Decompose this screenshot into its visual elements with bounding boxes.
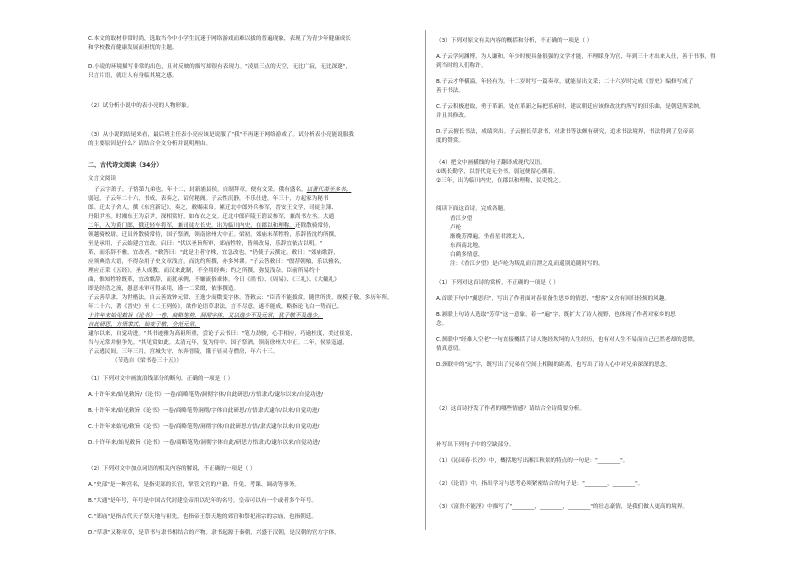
poem-intro: 阅读下面这首诗，完成各题。 bbox=[436, 206, 509, 212]
q3-option-a-cont: 到当时的人们称许。 bbox=[436, 63, 487, 69]
q2-prompt: （2）下列对文中加点词语的相关内容的解说，不正确的一项是（ ） bbox=[88, 466, 256, 472]
q3-option-c-cont: 并且其修改。 bbox=[436, 113, 470, 119]
q3-option-b-cont: 善于书法。 bbox=[436, 88, 464, 94]
q2-option-b: B."大通"是年号，年号是中国古代封建皇帝用以纪年的名号，皇帝可以有一个或者多个年号。 bbox=[88, 498, 317, 504]
q2-option-c: C."郊庙"是指古代天子祭天地与祖先，也指帝王祭天地的郊宫和祭祀祖宗的宗庙，也指朝廷。 bbox=[88, 514, 317, 520]
q1-option-d: D.十许年来/始见敕旨《论书》一卷/商略笔势/洞彻字体自此/研思方悟隶式/逮尔以来/自觉功进/ bbox=[88, 440, 320, 446]
passage-line: 逮尔以来，自觉功进。"其书迹雅为高祖所重，尝论子云书曰："笔力劲骏，心手相应，巧逾杜度，美过崔寔， bbox=[88, 331, 357, 337]
passage-line: 郎。迁太子舍人，撰《东宫新记》，奏之，敕赐束帛。累迁北中郎外兵参军，晋安王文学，司徒主簿、 bbox=[88, 205, 337, 211]
passage-line: 革，而乐辞不雅，宜改者。"敕答曰："此是主者守株，宜急改也。"仍使子云撰定。敕曰："郊庙歌辞， bbox=[88, 250, 339, 256]
poem-q1-option-b: B.颔联上句诗人选取"芳草"这一意象，着一"遍"字，既扩大了诗人视野，也体现了作者对家乡的思 bbox=[436, 312, 676, 318]
column-divider bbox=[425, 30, 426, 530]
q3-option-d-cont: 度的赞赏。 bbox=[436, 138, 464, 144]
passage-line: 子云善草隶，为世楷法，自云善效钟元常、王逸少而微变字体。答敕云："臣昔不能拔赏，随世所贵，规模子敬，多历年所。 bbox=[88, 295, 393, 301]
option-d-text: D.小说的环境描写非常的出色，且对反映的描写却很有表现力。"凌晨三点的天空，无比广寂，无比深邃"， bbox=[88, 64, 351, 70]
section-heading: 二、古代诗文阅读（34分） bbox=[88, 162, 163, 169]
poem-author: 卢纶 bbox=[450, 225, 462, 231]
q3-option-a: A.子云学问渊博，为人谦和。年少时便具备很强的文学才能，不理睬身为官，年到三十才出来入仕，善于书事，得 bbox=[436, 54, 716, 60]
passage-line: 至是承用，子云始建言宜改。启曰："伏以圣旨所审，郊庙牲牷，皆须改易，乐辞宜依古以明。" bbox=[88, 241, 323, 247]
poem-line: 白鹤多情意， bbox=[450, 252, 484, 258]
passage-line: 应须典诰大语，不得杂用子史文章浅言，而沈约所撰，亦多舛谬。"子云答敕曰："殷荐朝飨，乐以雅名， bbox=[88, 259, 345, 265]
passage-line: 自此研思，方悟隶式，始变子敬，全范元常。 bbox=[88, 322, 200, 328]
subsection-heading: 文言文阅读 bbox=[88, 176, 116, 182]
passage-line: 子云逃民间。三年三月，宫城失守，东奔晋陵，饿于显灵寺僧房，年六十三。 bbox=[88, 349, 279, 355]
passage-line: 即是经诰之流，愚意未审可得录用，谨一二采缀，依事撰造。 bbox=[88, 286, 240, 292]
passage-line: 十许年来始见敕旨《论书》一卷，商略笔势，洞彻字体，又以逸少不及元常，犹子敬不及逸少。 bbox=[88, 313, 323, 319]
poem-note: 注：《香江夕望》是卢纶为叛乱而宣泄之乱而遥别追随时写的。 bbox=[450, 261, 604, 267]
option-c-text: C.本文的取材非常时尚，选取当今中小学生沉迷于网络游戏而难以拔的普遍现象，表现了为青少年健康成长 bbox=[88, 36, 351, 42]
fill-in-heading: 补写出下列句子中的空缺部分。 bbox=[436, 442, 515, 448]
poem-line: 渐晚芳潭遍，坐看星君渡北人， bbox=[450, 234, 529, 240]
poem-q1-option-c: C.颈联中"经难人空老"一句直接概括了诗人饱经坎坷的人生经历，也有对人生不易而自己已然老却的悲愤， bbox=[436, 337, 699, 343]
q1-option-a: A.十许年来/始见敕旨/《论书》一卷/商略笔势/洞彻字体/自此研思/方悟隶式/逮尔以来/自觉功进/ bbox=[88, 392, 324, 398]
q1-option-c: C.十许年来始见/敕旨《论书》一卷/商略笔势/洞彻字体/自此研思方悟/隶式逮尔以来/自觉功进/ bbox=[88, 424, 320, 430]
q4-prompt: （4）把文中画横线的句子翻译成现代汉语。 bbox=[436, 160, 546, 166]
passage-source: （节选自《梁书卷三十五》） bbox=[112, 358, 182, 364]
option-c-text-cont: 和学校教育健康发展而担忧的主题。 bbox=[88, 45, 178, 51]
passage-line: 曲，惟知牲牷既革，宜改歌辞，而犹承例，不嫌流俗乖体。今日《尚书》、《周易》、《三礼》、《大戴礼》 bbox=[88, 277, 340, 283]
translation-sentence-1: ①既长勤学，以晋代竟无全书，弱冠便留心撰着。 bbox=[436, 169, 559, 175]
q3-option-d: D.子云擅长书法，成绩突出。子云擅长草隶书，对隶书等法颇有研究，追求书法境界，书法得到了皇帝高 bbox=[436, 129, 694, 135]
passage-line: 丹阳尹丞。时湘东王为京尹，深相赏好，如布衣之交。迁北中郎庐陵王谘议参军，兼尚书左丞。大通 bbox=[88, 214, 335, 220]
fill-in-1: （1）《沁园春·长沙》中，概括地写出湘江秋景的特点的一句是："________"。 bbox=[436, 458, 629, 464]
passage-line: 二年，入为黄门郎，俄迁轻车将军，兼司徒左长史，出为临川内史，在郡以和理称。还除散骑常侍， bbox=[88, 223, 335, 229]
q1-prompt: （1）下列对文中画波浪线部分的断句，正确的一项是（ ） bbox=[88, 376, 234, 382]
question-3-prompt-cont: 的主要原因是什么？请结合全文分析并说明理由。 bbox=[88, 141, 212, 147]
poem-line: 东西南北地， bbox=[450, 243, 484, 249]
option-d-text-cont: 只言片语，就让人有身临其境之感。 bbox=[88, 73, 178, 79]
question-3-prompt: （3）从小说的结尾来看，最后班主任表小亮应该是说服了"我"不再迷于网络游戏了。试分析表小亮能说服我 bbox=[88, 132, 355, 138]
q3-option-c: C.子云积极进取，勇于革新。处在革新之际把乐府时，建议朝廷应该修改沈约所写的旧乐曲，是朝廷所采纳， bbox=[436, 104, 705, 110]
passage-line: 领越骑校尉，迁员外散骑常侍，国子祭酒，领南徐州大中正。梁初，郊庙未革牲牷，乐辞皆沈约所撰， bbox=[88, 232, 340, 238]
fill-in-3: （3）《富贵不能淫》中描写了"________，________，________"的壮志豪情，是我们做人更高的境界。 bbox=[436, 504, 689, 510]
translation-sentence-2: ②三年，出为临川内史，在郡以和理称，民吏悦之。 bbox=[436, 178, 565, 184]
q2-option-d: D."草隶"又称章草，是草书与隶书相结合的产物。隶书起源于秦朝，兴盛于汉朝，是汉朝的官方字体。 bbox=[88, 530, 340, 536]
passage-line: 年二十六，著《晋史》至《二王列传》，欲作论语草隶法，言不尽意，遂不能成，略指论飞白一势而已。 bbox=[88, 304, 343, 310]
q1-option-b: B.十许年来/始见敕旨《论书》一卷/商略笔势洞彻/字体自此研思/方悟隶式逮尔/以来/自觉功进/ bbox=[88, 408, 320, 414]
poem-q1-option-d: D.颈联中的"远"字，既写出了兄弟在空间上相隔的距离，也写出了诗人心中对兄弟深深的思念。 bbox=[436, 362, 671, 368]
q3-prompt: （3）下列对原文有关内容的概括和分析，不正确的一项是（ ） bbox=[436, 38, 593, 44]
poem-title: 香江夕望 bbox=[450, 216, 473, 222]
passage-line: 理应正采《五经》，圣人成教。而汉来此制，不全用经典；约之所撰，弥复浅杂。臣前所易约十 bbox=[88, 268, 321, 274]
q3-option-b: B.子云才华横溢，年轻有为。十二岁时写一篇奏章，就能显出文采；二十六岁时完成《晋史》编修写成了 bbox=[436, 79, 694, 85]
poem-q1-option-a: A.首联下句中"翼思归"，写出了作者面对春景备生思乡的情思，"想客"又含有回归轻烦的风趣。 bbox=[436, 296, 670, 302]
passage-line: 子云字萧子，子恪第九弟也。年十二，封新浦县侯，自制拜章，便有文采。俄有盛名，以著代萧至多书。 bbox=[94, 187, 352, 193]
poem-q2-prompt: （2）这首诗抒发了作者的哪些情感？请结合全诗简要分析。 bbox=[436, 406, 585, 412]
passage-line: 当与元常并驱争先。"其见赏如此。太清元年，复为侍中、国子祭酒，领南徐州大中正。二年，侯景寇逼， bbox=[88, 340, 348, 346]
q2-option-a: A."史部"是一种宫名，是指吏部的长官，掌管文官的户籍、升免、考课、调动等事务。 bbox=[88, 482, 301, 488]
fill-in-2: （2）《论语》中，指出学习与思考必须紧密结合的句子是："________，________"。 bbox=[436, 481, 644, 487]
poem-q1-option-b-cont: 念。 bbox=[436, 321, 448, 327]
question-2-prompt: （2）试分析小说中的表小亮的人物形象。 bbox=[88, 103, 193, 109]
passage-line: 弱冠，子云年二十六，书成，表奏之，诏付秘阁。子云性沉静，不乐仕进，年三十，方起家为秘书 bbox=[88, 196, 329, 202]
poem-q1-prompt: （1）下列对这首诗的赏析，不正确的一项是（ ） bbox=[436, 280, 559, 286]
poem-q1-option-c-cont: 情真意切。 bbox=[436, 346, 464, 352]
